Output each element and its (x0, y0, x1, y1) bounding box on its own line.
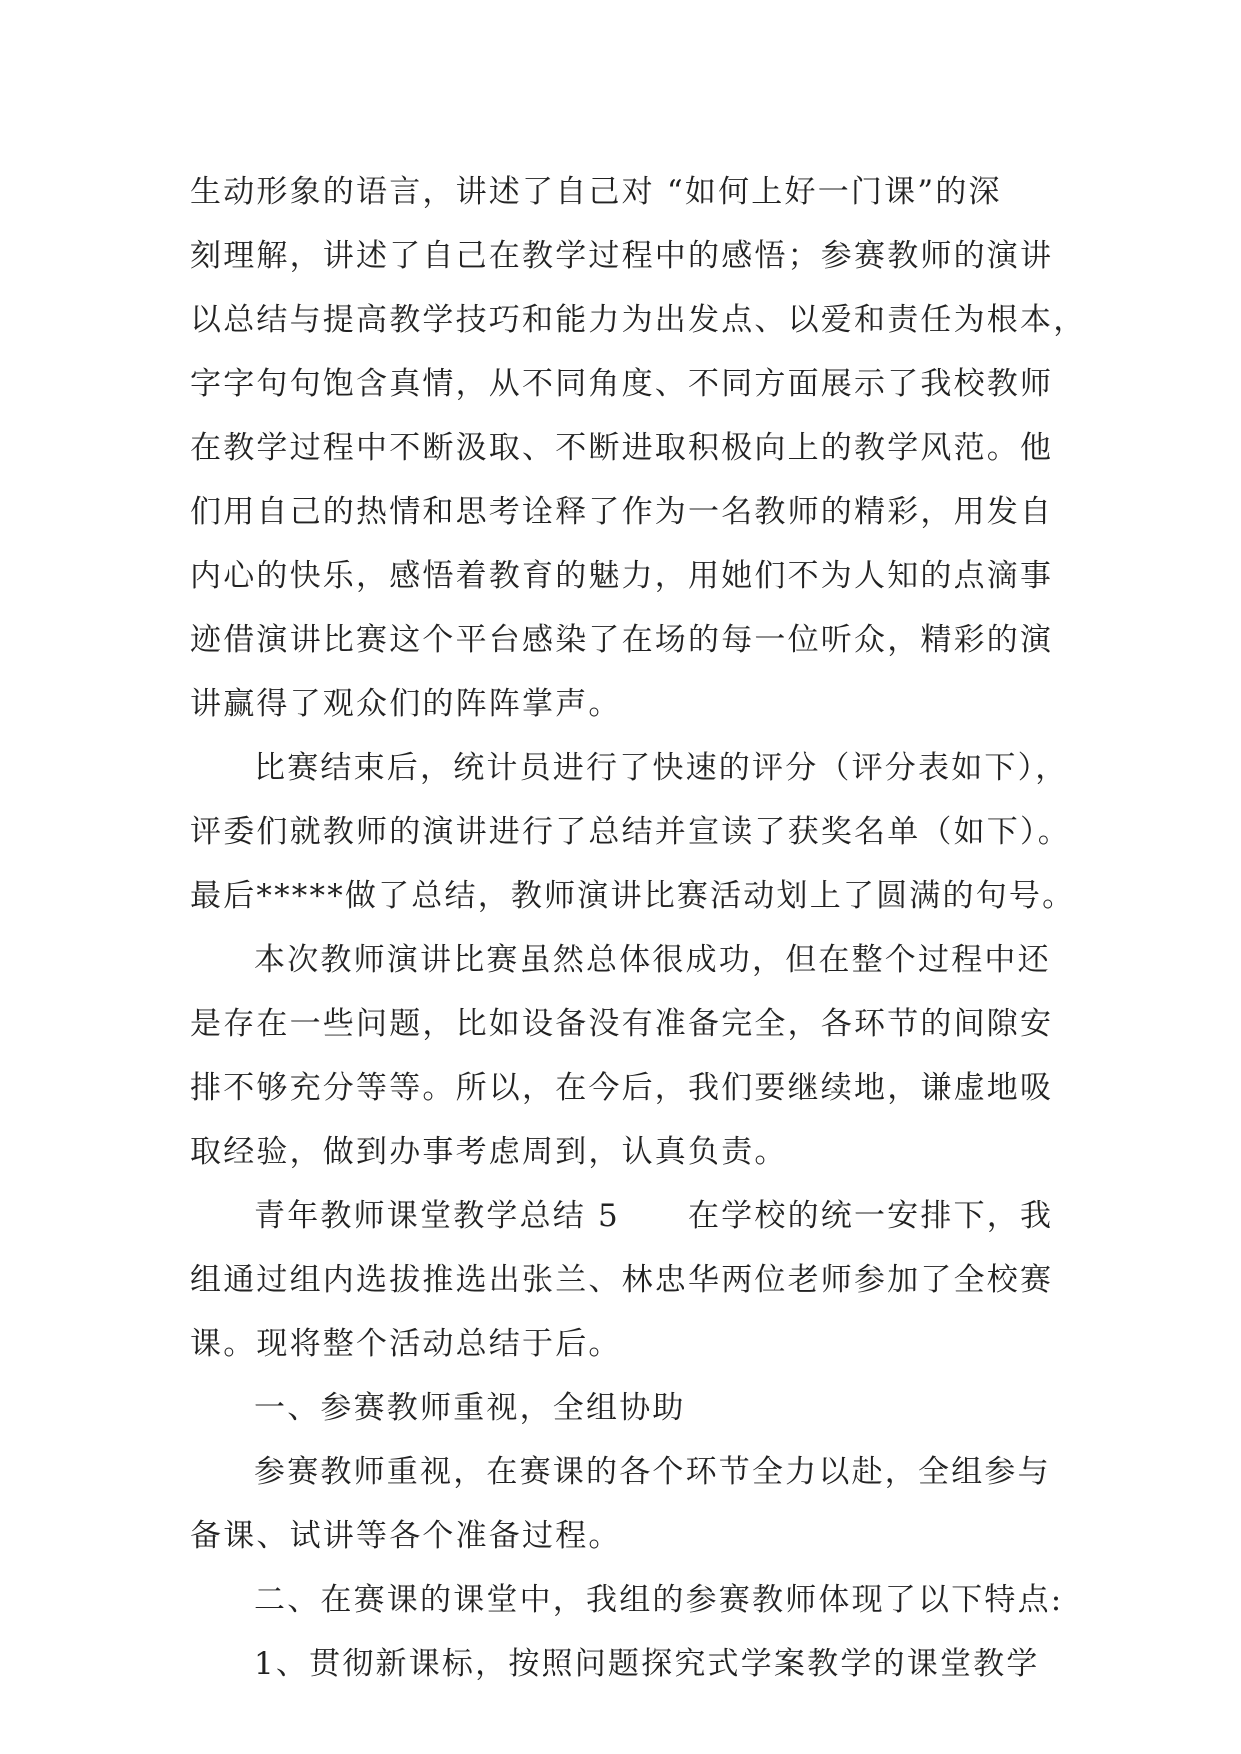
text-line: 本次教师演讲比赛虽然总体很成功，但在整个过程中还 (254, 942, 1051, 978)
text-line: 一、参赛教师重视，全组协助 (254, 1390, 686, 1426)
text-line: 排不够充分等等。所以，在今后，我们要继续地，谦虚地吸 (190, 1070, 1054, 1106)
text-line: 取经验，做到办事考虑周到，认真负责。 (190, 1134, 788, 1170)
text-line: 在教学过程中不断汲取、不断进取积极向上的教学风范。他 (190, 430, 1054, 466)
text-line: 最后*****做了总结，教师演讲比赛活动划上了圆满的句号。 (190, 878, 1076, 914)
text-line: 二、在赛课的课堂中，我组的参赛教师体现了以下特点: (254, 1582, 1064, 1618)
text-line: 课。现将整个活动总结于后。 (190, 1326, 622, 1362)
text-line: 生动形象的语言，讲述了自己对 “如何上好一门课”的深 (190, 174, 1002, 210)
text-line: 以总结与提高教学技巧和能力为出发点、以爱和责任为根本， (190, 302, 1087, 338)
document-body-bottom (190, 1248, 1070, 1696)
text-line: 字字句句饱含真情，从不同角度、不同方面展示了我校教师 (190, 366, 1054, 402)
text-line: 是存在一些问题，比如设备没有准备完全，各环节的间隙安 (190, 1006, 1054, 1042)
text-line: 讲赢得了观众们的阵阵掌声。 (190, 686, 622, 722)
text-line: 内心的快乐，感悟着教育的魅力，用她们不为人知的点滴事 (190, 558, 1054, 594)
text-line: 迹借演讲比赛这个平台感染了在场的每一位听众，精彩的演 (190, 622, 1054, 658)
text-line: 备课、试讲等各个准备过程。 (190, 1518, 622, 1554)
document-body-top (190, 160, 1087, 1184)
text-line: 比赛结束后，统计员进行了快速的评分（评分表如下）， (254, 750, 1069, 786)
text-line: 参赛教师重视，在赛课的各个环节全力以赴，全组参与 (254, 1454, 1051, 1490)
text-line: 评委们就教师的演讲进行了总结并宣读了获奖名单（如下）。 (190, 814, 1071, 850)
text-line: 1、贯彻新课标，按照问题探究式学案教学的课堂教学 (254, 1646, 1040, 1682)
text-line: 刻理解，讲述了自己在教学过程中的感悟；参赛教师的演讲 (190, 238, 1054, 274)
section-heading-line (190, 1184, 1070, 1248)
section-lead-text: 在学校的统一安排下，我 (687, 1198, 1054, 1234)
document-page (190, 160, 1087, 1696)
section-title: 青年教师课堂教学总结 5 (254, 1198, 620, 1234)
text-line: 们用自己的热情和思考诠释了作为一名教师的精彩，用发自 (190, 494, 1054, 530)
text-line: 组通过组内选拔推选出张兰、林忠华两位老师参加了全校赛 (190, 1262, 1054, 1298)
